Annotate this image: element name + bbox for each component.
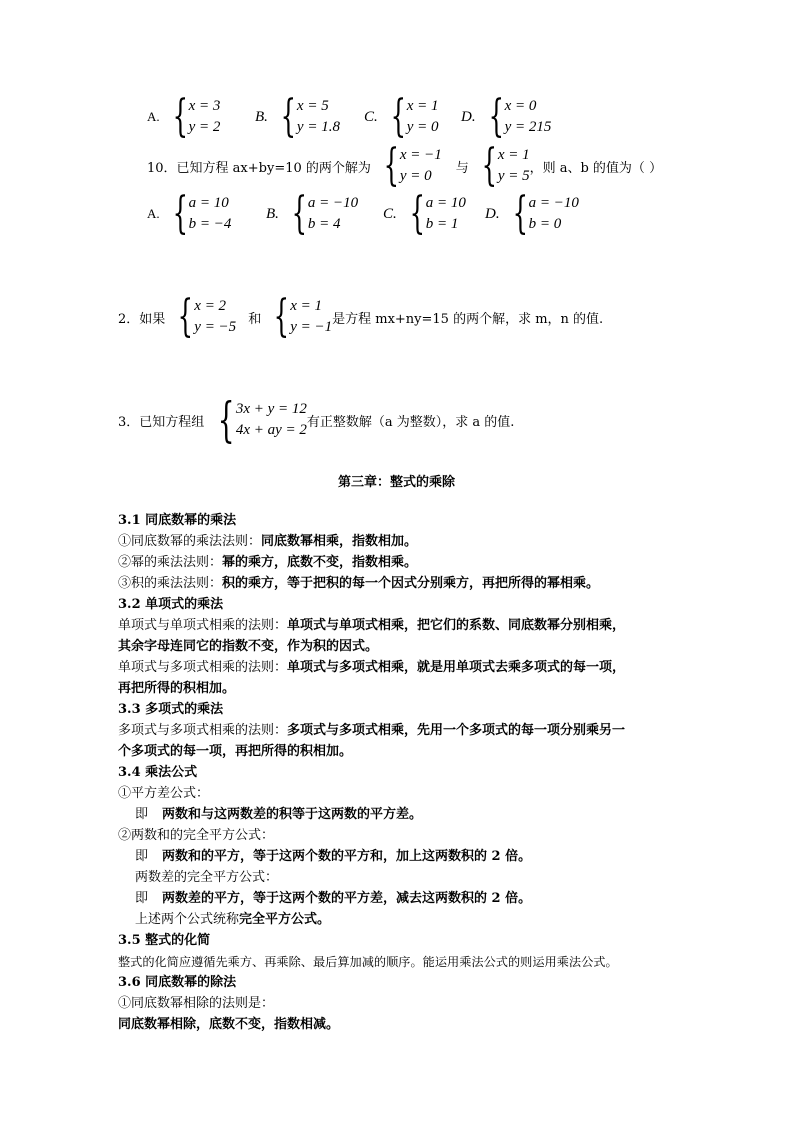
rule-label: 单项式与多项式相乘的法则： [118, 660, 288, 675]
brace-symbol: { [172, 188, 188, 239]
q9-option-b [255, 91, 340, 142]
rule-line [118, 533, 417, 551]
formula-label: ②两数和的完全平方公式： [118, 828, 275, 843]
brace-symbol: { [177, 291, 194, 342]
equation-line: y = 1.8 [296, 119, 340, 135]
formula-label: 两数差的完全平方公式： [135, 870, 279, 885]
option-label: B. [266, 205, 279, 222]
equation-line: b = 0 [528, 216, 562, 232]
q9-option-c [364, 91, 439, 142]
equation-line: b = −4 [188, 216, 232, 232]
p2-solution-2 [290, 296, 332, 338]
section-heading-3-1: 3.1 同底数幂的乘法 [118, 513, 237, 528]
equation-line: x = −1 [399, 147, 442, 163]
problem-3 [118, 392, 515, 448]
formula-prefix: 即 [135, 891, 149, 906]
equation-line: 3x + y = 12 [235, 401, 307, 417]
q10-solution-1 [400, 145, 442, 187]
problem-2 [118, 291, 604, 342]
equation-system [297, 96, 340, 138]
rule-text: 同底数幂相乘，指数相加。 [261, 534, 418, 549]
equation-line: y = 215 [504, 119, 552, 135]
brace-symbol: { [409, 188, 425, 239]
brace-symbol: { [172, 91, 188, 142]
formula-prefix: 即 [135, 807, 149, 822]
section-heading-3-4: 3.4 乘法公式 [118, 765, 198, 780]
rule-line [118, 554, 417, 572]
section-heading-3-2: 3.2 单项式的乘法 [118, 597, 224, 612]
brace-symbol: { [488, 91, 504, 142]
equation-line: y = 0 [406, 119, 439, 135]
equation-line: b = 1 [425, 216, 459, 232]
p3-system [236, 399, 307, 441]
equation-line: y = −1 [290, 319, 333, 335]
section-heading-3-3: 3.3 多项式的乘法 [118, 702, 224, 717]
equation-line: a = −10 [307, 195, 359, 211]
equation-line: x = 1 [497, 147, 530, 163]
formula-line [135, 890, 531, 908]
p3-suffix: 有正整数解（a 为整数），求 a 的值. [306, 414, 515, 430]
q10-prefix: 10．已知方程 ax+by=10 的两个解为 [147, 160, 371, 176]
option-label: A. [147, 109, 160, 124]
option-label: C. [364, 108, 378, 125]
equation-system [308, 193, 358, 235]
rule-label: ①同底数幂的乘法法则： [118, 534, 262, 549]
equation-line: a = 10 [425, 195, 466, 211]
equation-line: x = 0 [504, 98, 537, 114]
q10-suffix: ，则 a、b 的值为（ ） [529, 160, 663, 176]
rule-text-continued: 个多项式的每一项，再把所得的积相加。 [118, 744, 353, 759]
option-label: C. [383, 205, 397, 222]
option-label: A. [147, 206, 160, 221]
p2-solution-1 [194, 296, 236, 338]
equation-line: y = 5 [497, 168, 530, 184]
equation-line: x = 1 [406, 98, 439, 114]
brace-symbol: { [481, 140, 497, 191]
p2-suffix: 是方程 mx+ny=15 的两个解，求 m，n 的值. [332, 311, 604, 327]
equation-line: x = 3 [188, 98, 221, 114]
q10-solution-2 [498, 145, 530, 187]
rule-line [118, 575, 599, 593]
equation-line: x = 2 [194, 298, 227, 314]
section-text: 整式的化简应遵循先乘方、再乘除、最后算加减的顺序。能运用乘法公式的则运用乘法公式。 [118, 955, 618, 969]
equation-system [189, 193, 232, 235]
p2-prefix: 2．如果 [118, 311, 166, 327]
rule-text-continued: 再把所得的积相加。 [118, 681, 236, 696]
formula-line [135, 806, 422, 824]
rule-text: 多项式与多项式相乘，先用一个多项式的每一项分别乘另一 [287, 723, 626, 738]
equation-system [505, 96, 552, 138]
section-heading-3-5: 3.5 整式的化简 [118, 933, 211, 948]
equation-system [529, 193, 579, 235]
q10-option-c [383, 188, 466, 239]
formula-label: ①平方差公式： [118, 786, 210, 801]
equation-system [189, 96, 221, 138]
formula-line [135, 848, 531, 866]
q10-middle: 与 [455, 160, 469, 176]
formula-text: 两数和的平方，等于这两个数的平方和，加上这两数积的 2 倍。 [162, 849, 532, 864]
rule-text: 同底数幂相除，底数不变，指数相减。 [118, 1017, 340, 1032]
rule-line [118, 617, 625, 635]
brace-symbol: { [512, 188, 528, 239]
q9-option-a [147, 91, 221, 142]
formula-text: 两数和与这两数差的积等于这两数的平方差。 [162, 807, 423, 822]
summary-text: 上述两个公式统称 [135, 912, 240, 927]
formula-summary [135, 911, 330, 929]
q9-option-d [461, 91, 552, 142]
brace-symbol: { [280, 91, 296, 142]
equation-system [407, 96, 439, 138]
rule-label: ①同底数幂相除的法则是： [118, 996, 275, 1011]
rule-label: 单项式与单项式相乘的法则： [118, 618, 288, 633]
rule-line [118, 722, 625, 740]
equation-system [426, 193, 466, 235]
equation-line: b = 4 [307, 216, 341, 232]
rule-text: 单项式与多项式相乘，就是用单项式去乘多项式的每一项， [287, 660, 626, 675]
q10-option-a [147, 188, 232, 239]
equation-line: a = −10 [528, 195, 579, 211]
brace-symbol: { [291, 188, 307, 239]
brace-symbol: { [273, 291, 290, 342]
option-label: D. [485, 205, 500, 222]
rule-label: 多项式与多项式相乘的法则： [118, 723, 288, 738]
rule-text-continued: 其余字母连同它的指数不变，作为积的因式。 [118, 639, 379, 654]
equation-line: x = 1 [290, 298, 322, 314]
brace-symbol: { [218, 392, 235, 448]
brace-symbol: { [383, 140, 399, 191]
summary-term: 完全平方公式。 [239, 912, 331, 927]
equation-line: a = 10 [188, 195, 229, 211]
rule-label: ②幂的乘法法则： [118, 555, 223, 570]
rule-text: 积的乘方，等于把积的每一个因式分别乘方，再把所得的幂相乘。 [222, 576, 600, 591]
p2-middle: 和 [248, 311, 262, 327]
equation-line: y = 0 [399, 168, 432, 184]
option-label: D. [461, 108, 476, 125]
rule-label: ③积的乘法法则： [118, 576, 223, 591]
rule-text: 幂的乘方，底数不变，指数相乘。 [222, 555, 418, 570]
section-heading-3-6: 3.6 同底数幂的除法 [118, 975, 237, 990]
chapter-title: 第三章：整式的乘除 [337, 475, 455, 490]
formula-prefix: 即 [135, 849, 149, 864]
equation-line: y = −5 [194, 319, 237, 335]
q10-option-d [485, 188, 579, 239]
equation-line: y = 2 [188, 119, 221, 135]
equation-line: 4x + ay = 2 [235, 422, 307, 438]
brace-symbol: { [390, 91, 406, 142]
formula-text: 两数差的平方，等于这两个数的平方差，减去这两数积的 2 倍。 [162, 891, 532, 906]
q10-option-b [266, 188, 359, 239]
rule-line [118, 659, 625, 677]
q10-question [147, 140, 663, 191]
option-label: B. [255, 108, 268, 125]
rule-text: 单项式与单项式相乘，把它们的系数、同底数幂分别相乘， [287, 618, 626, 633]
p3-prefix: 3．已知方程组 [118, 414, 205, 430]
equation-line: x = 5 [296, 98, 329, 114]
